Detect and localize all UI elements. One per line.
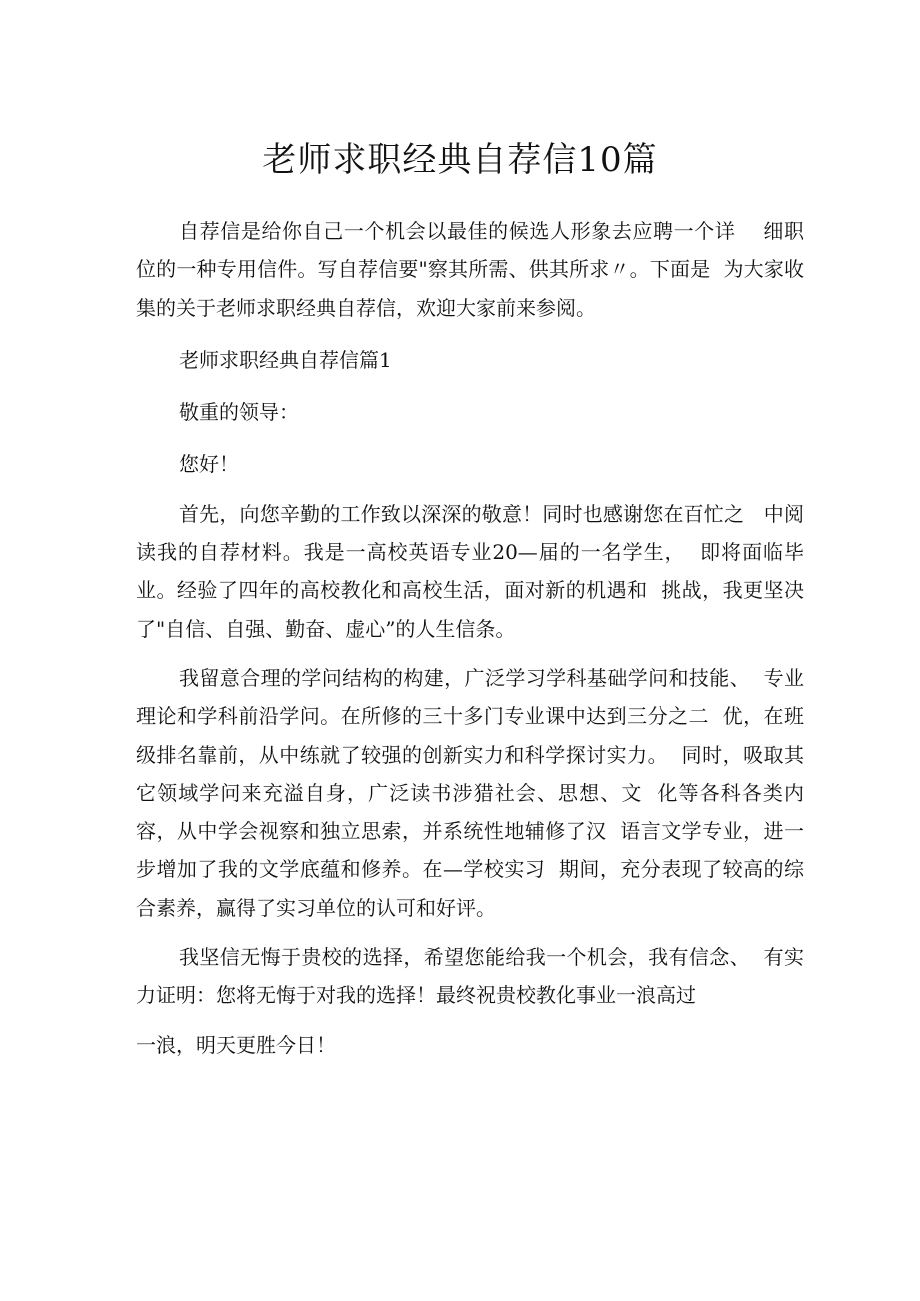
document-title: 老师求职经典自荐信10篇 xyxy=(262,140,658,180)
letter-heading: 老师求职经典自荐信篇1 xyxy=(179,347,392,372)
intro-paragraph: 自荐信是给你自己一个机会以最佳的候选人形象去应聘一个详 细职位的一种专用信件。写自荐信要"察其所需、供其所求〃。下面是 为大家收集的关于老师求职经典自荐信，欢迎大家前来参阅。 xyxy=(136,219,804,320)
greeting: 您好！ xyxy=(179,452,239,477)
body-paragraph-3: 我坚信无悔于贵校的选择，希望您能给我一个机会，我有信念、 有实力证明：您将无悔于对我的选择！最终祝贵校教化事业一浪高过 xyxy=(136,945,804,1008)
body-paragraph-1: 首先，向您辛勤的工作致以深深的敬意！同时也感谢您在百忙之 中阅读我的自荐材料。我是一高校英语专业20—届的一名学生， 即将面临毕业。经验了四年的高校教化和高校生活，面对新的机遇和 挑战，我更坚决了"自信、自强、勤奋、虚心”的人生信条。 xyxy=(136,501,804,641)
body-paragraph-2: 我留意合理的学问结构的构建，广泛学习学科基础学问和技能、 专业理论和学科前沿学问。在所修的三十多门专业课中达到三分之二 优，在班级排名靠前，从中练就了较强的创新实力和科学探讨实力。 同时，吸取其它领域学问来充溢自身，广泛读书涉猎社会、思想、文 化等各科各类内容，从中学会视察和独立思索，并系统性地辅修了汉 语言文学专业，进一步增加了我的文学底蕴和修养。在—学校实习 期间，充分表现了较高的综合素养，赢得了实习单位的认可和好评。 xyxy=(136,665,804,920)
closing-line: 一浪，明天更胜今日！ xyxy=(136,1032,336,1057)
salutation: 敬重的领导： xyxy=(179,400,299,425)
document-body xyxy=(136,212,804,1064)
